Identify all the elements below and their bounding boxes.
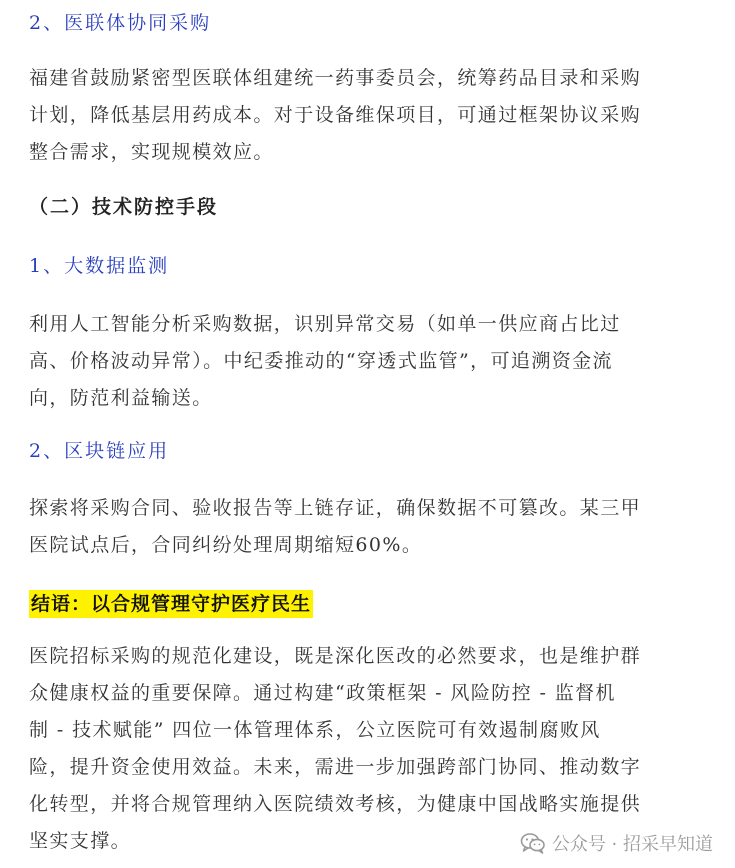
paragraph-line: 众健康权益的重要保障。通过构建“政策框架 - 风险防控 - 监督机 — [29, 682, 616, 704]
section-heading-big-data: 1、大数据监测 — [29, 255, 170, 277]
paragraph-conclusion — [29, 638, 707, 860]
paragraph-line: 医院试点后，合同纠纷处理周期缩短60%。 — [29, 534, 423, 556]
paragraph-line: 医院招标采购的规范化建设，既是深化医改的必然要求，也是维护群 — [29, 645, 642, 667]
paragraph-line: 福建省鼓励紧密型医联体组建统一药事委员会，统筹药品目录和采购 — [29, 67, 642, 89]
section-heading-tech-controls: （二）技术防控手段 — [29, 196, 219, 218]
paragraph-line: 整合需求，实现规模效应。 — [29, 141, 274, 163]
paragraph-blockchain — [29, 490, 707, 564]
paragraph-consortium-procurement — [29, 60, 707, 171]
paragraph-big-data — [29, 306, 707, 417]
wechat-icon — [520, 832, 546, 854]
paragraph-line: 险，提升资金使用效益。未来，需进一步加强跨部门协同、推动数字 — [29, 756, 642, 778]
paragraph-line: 化转型，并将合规管理纳入医院绩效考核，为健康中国战略实施提供 — [29, 793, 642, 815]
watermark-text: 公众号 · 招采早知道 — [551, 834, 713, 855]
paragraph-line: 计划，降低基层用药成本。对于设备维保项目，可通过框架协议采购 — [29, 104, 642, 126]
paragraph-line: 高、价格波动异常）。中纪委推动的“穿透式监管”，可追溯资金流 — [29, 350, 613, 372]
paragraph-line: 利用人工智能分析采购数据，识别异常交易（如单一供应商占比过 — [29, 313, 621, 335]
paragraph-line: 探索将采购合同、验收报告等上链存证，确保数据不可篡改。某三甲 — [29, 497, 642, 519]
paragraph-line: 向，防范利益输送。 — [29, 387, 213, 409]
section-heading-blockchain: 2、区块链应用 — [29, 440, 170, 462]
paragraph-line: 坚实支撑。 — [29, 830, 132, 852]
section-heading-consortium-procurement: 2、医联体协同采购 — [29, 12, 212, 34]
paragraph-line: 制 - 技术赋能” 四位一体管理体系，公立医院可有效遏制腐败风 — [29, 719, 601, 741]
conclusion-heading: 结语：以合规管理守护医疗民生 — [29, 590, 313, 618]
wechat-watermark — [520, 830, 713, 856]
